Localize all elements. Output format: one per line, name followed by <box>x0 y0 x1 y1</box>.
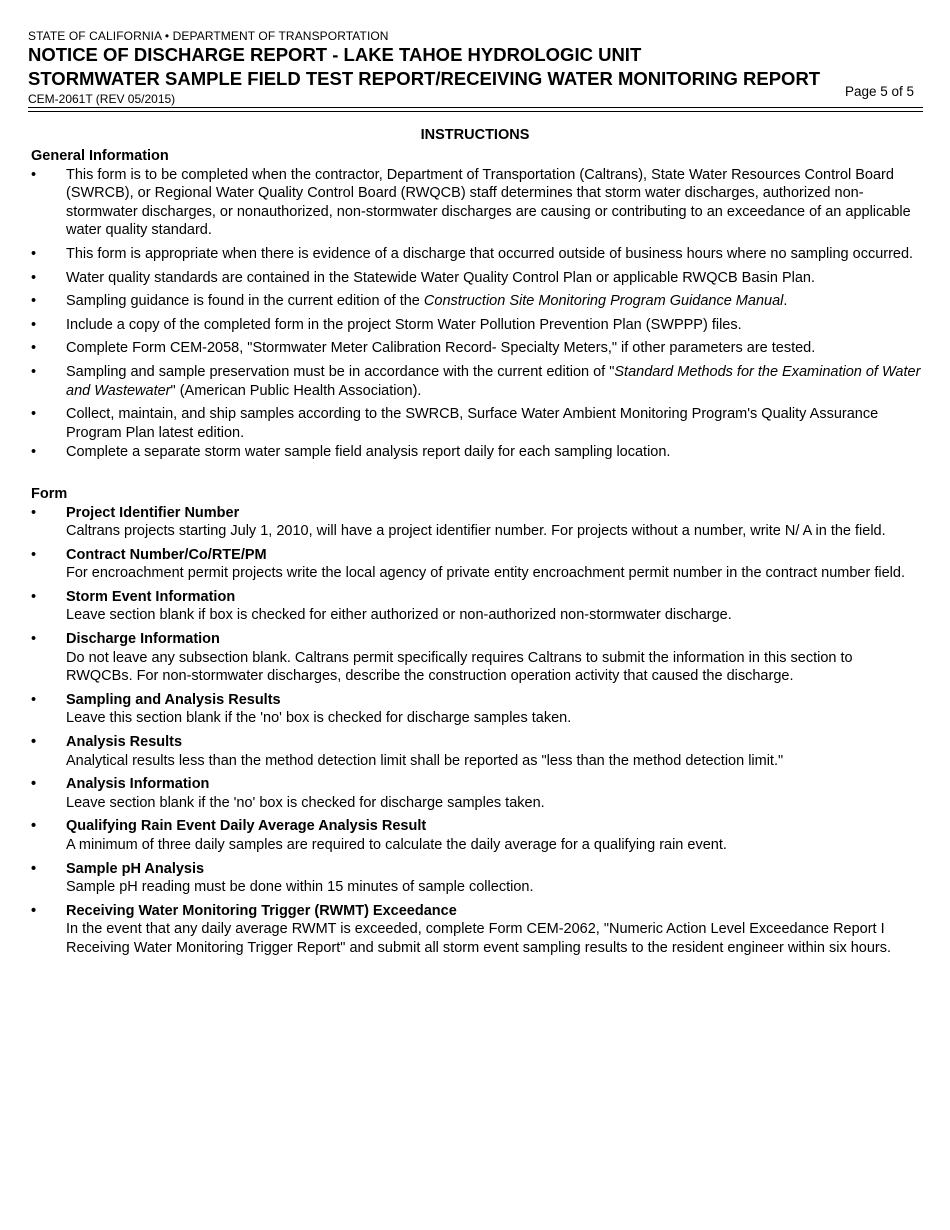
form-item-text: In the event that any daily average RWMT is exceeded, complete Form CEM-2062, "Numeric Action Level Exceedance Report I Receiving Water Monitoring Trigger Report" and submit all storm event sampling results to the resident engineer within six hours. <box>66 921 892 956</box>
bullet: • <box>31 588 37 605</box>
bullet: • <box>31 691 37 708</box>
form-item-text: Leave this section blank if the 'no' box is checked for discharge samples taken. <box>66 710 572 727</box>
form-item <box>31 860 921 897</box>
general-item <box>31 166 921 240</box>
general-item <box>31 269 921 288</box>
general-item <box>31 405 921 442</box>
general-information-heading: General Information <box>31 148 169 164</box>
standard-methods-title: Standard Methods for the Examination of Water and Wastewater <box>66 363 921 399</box>
bullet: • <box>31 631 37 648</box>
general-item <box>31 292 921 311</box>
bullet: • <box>31 269 37 286</box>
general-item-text-prefix: Sampling and sample preservation must be in accordance with the current edition of " <box>66 363 615 380</box>
form-item-label: Receiving Water Monitoring Trigger (RWMT) Exceedance <box>66 902 457 919</box>
form-item-label: Contract Number/Co/RTE/PM <box>66 546 267 563</box>
general-item <box>31 316 921 335</box>
instructions-title: INSTRUCTIONS <box>420 127 530 143</box>
bullet: • <box>31 504 37 521</box>
form-heading: Form <box>31 485 68 502</box>
form-item <box>31 630 921 686</box>
form-item-text: A minimum of three daily samples are required to calculate the daily average for a qualifying rain event. <box>66 837 727 853</box>
form-item-text: Sample pH reading must be done within 15 minutes of sample collection. <box>66 879 534 896</box>
header-rule-thick <box>28 107 923 108</box>
bullet: • <box>31 734 37 751</box>
form-item-text: Leave section blank if box is checked for either authorized or non-authorized non-stormwater discharge. <box>66 607 732 624</box>
bullet: • <box>31 444 37 461</box>
bullet: • <box>31 316 37 333</box>
general-item-text: Include a copy of the completed form in the project Storm Water Pollution Prevention Plan (SWPPP) files. <box>66 316 742 333</box>
form-number: CEM-2061T (REV 05/2015) <box>28 92 176 106</box>
general-item-text-prefix: Sampling guidance is found in the current edition of the <box>66 293 424 310</box>
form-item-text: Do not leave any subsection blank. Caltrans permit specifically requires Caltrans to submit the information in this section to RWQCBs. For non-stormwater discharges, describe the construction operation activity that caused the discharge. <box>66 649 853 685</box>
bullet: • <box>31 166 37 183</box>
form-item-label: Sample pH Analysis <box>66 860 205 877</box>
form-item-label: Qualifying Rain Event Daily Average Analysis Result <box>66 818 427 835</box>
general-item <box>31 245 921 264</box>
form-item <box>31 546 921 583</box>
form-item <box>31 733 921 770</box>
report-title-line-2: STORMWATER SAMPLE FIELD TEST REPORT/RECEIVING WATER MONITORING REPORT <box>28 68 821 89</box>
bullet: • <box>31 293 37 310</box>
form-item-label: Discharge Information <box>66 631 220 648</box>
general-item-text: This form is to be completed when the contractor, Department of Transportation (Caltrans), State Water Resources Control Board (SWRCB), or Regional Water Quality Control Board (RWQCB) staff determines that storm water discharges, authorized non-stormwater discharges, or nonauthorized, non-stormwater discharges are causing or contributing to an exceedance of an applicable water quality standard. <box>66 166 911 239</box>
form-item-text: Leave section blank if the 'no' box is checked for discharge samples taken. <box>66 794 545 811</box>
bullet: • <box>31 363 37 380</box>
form-item <box>31 775 921 812</box>
bullet: • <box>31 406 37 423</box>
header-rule-thin <box>28 111 923 112</box>
bullet: • <box>31 902 37 919</box>
form-item-label: Sampling and Analysis Results <box>66 691 281 708</box>
form-item-label: Analysis Results <box>66 734 183 751</box>
form-item <box>31 588 921 625</box>
general-item <box>31 339 921 358</box>
bullet: • <box>31 818 37 835</box>
general-item-text: Collect, maintain, and ship samples according to the SWRCB, Surface Water Ambient Monitoring Program's Quality Assurance Program Plan latest edition. <box>66 406 879 441</box>
agency-line: STATE OF CALIFORNIA • DEPARTMENT OF TRANSPORTATION <box>28 29 389 43</box>
form-item <box>31 902 921 958</box>
general-item-text: Complete Form CEM-2058, "Stormwater Meter Calibration Record- Specialty Meters," if other parameters are tested. <box>66 340 816 357</box>
guidance-manual-title: Construction Site Monitoring Program Guidance Manual <box>423 293 784 310</box>
general-item <box>31 363 921 400</box>
general-item-text-suffix: " (American Public Health Association). <box>170 382 422 399</box>
bullet: • <box>31 776 37 793</box>
bullet: • <box>31 245 37 262</box>
instructions-body <box>31 147 921 963</box>
page-number: Page 5 of 5 <box>844 84 914 99</box>
general-item-text: Water quality standards are contained in the Statewide Water Quality Control Plan or applicable RWQCB Basin Plan. <box>66 269 816 286</box>
report-title-line-1: NOTICE OF DISCHARGE REPORT - LAKE TAHOE HYDROLOGIC UNIT <box>28 44 642 65</box>
general-item-text: This form is appropriate when there is evidence of a discharge that occurred outside of business hours where no sampling occurred. <box>66 245 914 262</box>
form-item-label: Project Identifier Number <box>66 504 240 521</box>
form-item <box>31 504 921 541</box>
general-item-text: Complete a separate storm water sample field analysis report daily for each sampling location. <box>66 444 671 461</box>
form-item-label: Storm Event Information <box>66 588 236 605</box>
bullet: • <box>31 546 37 563</box>
form-item <box>31 691 921 728</box>
form-item-label: Analysis Information <box>66 776 210 793</box>
general-item <box>31 443 921 462</box>
form-item-text: Analytical results less than the method detection limit shall be reported as "less than the method detection limit." <box>66 752 784 769</box>
general-item-text-suffix: . <box>783 293 788 310</box>
bullet: • <box>31 860 37 877</box>
section-spacer <box>31 467 921 485</box>
form-item-text: For encroachment permit projects write the local agency of private entity encroachment permit number in the contract number field. <box>66 565 905 582</box>
form-item <box>31 817 921 854</box>
form-item-text: Caltrans projects starting July 1, 2010, will have a project identifier number. For projects without a number, write N/ A in the field. <box>66 523 886 540</box>
bullet: • <box>31 340 37 357</box>
